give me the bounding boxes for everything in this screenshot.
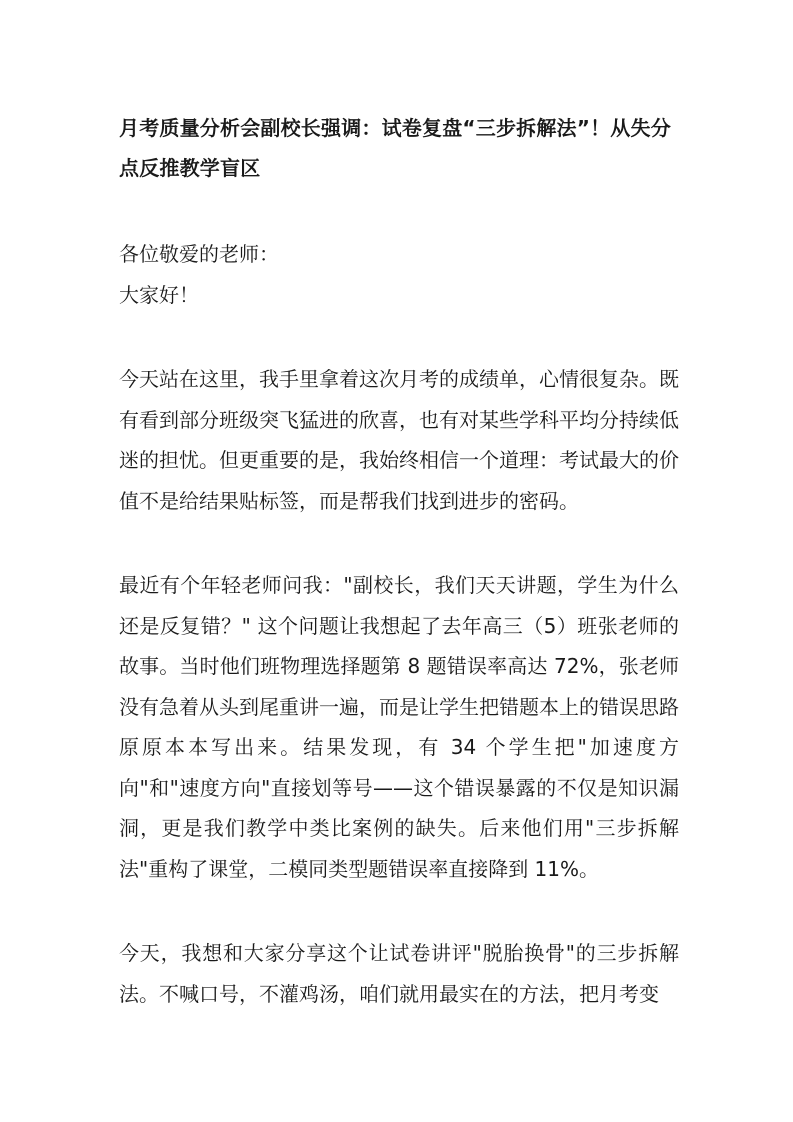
body-paragraph: 今天站在这里，我手里拿着这次月考的成绩单，心情很复杂。既有看到部分班级突飞猛进的欣喜，也有对某些学科平均分持续低迷的担忧。但更重要的是，我始终相信一个道理：考试最大的价值不是给结果贴标签，而是帮我们找到进步的密码。 bbox=[119, 367, 679, 513]
spacer bbox=[119, 521, 679, 565]
spacer bbox=[119, 315, 679, 359]
greeting-line: 大家好！ bbox=[119, 282, 199, 307]
document-title: 月考质量分析会副校长强调：试卷复盘“三步拆解法”！从失分点反推教学盲区 bbox=[119, 116, 671, 180]
body-paragraph: 最近有个年轻老师问我："副校长，我们天天讲题，学生为什么还是反复错？" 这个问题让我想起了去年高三（5）班张老师的故事。当时他们班物理选择题第 8 题错误率高达 72%，张老师没有急着从头到尾重讲一遍，而是让学生把错题本上的错误思路原原本本写出来。结果发现，有 34 个学生把"加速度方向"和"速度方向"直接划等号——这个错误暴露的不仅是知识漏洞，更是我们教学中类比案例的缺失。后来他们用"三步拆解法"重构了课堂，二模同类型题错误率直接降到 11%。 bbox=[119, 573, 679, 881]
greeting-line: 各位敬爱的老师： bbox=[119, 242, 279, 266]
spacer bbox=[119, 889, 679, 933]
spacer bbox=[119, 188, 679, 234]
document-page bbox=[119, 108, 679, 1014]
body-paragraph: 今天，我想和大家分享这个让试卷讲评"脱胎换骨"的三步拆解法。不喊口号，不灌鸡汤，咱们就用最实在的方法，把月考变 bbox=[119, 941, 679, 1006]
